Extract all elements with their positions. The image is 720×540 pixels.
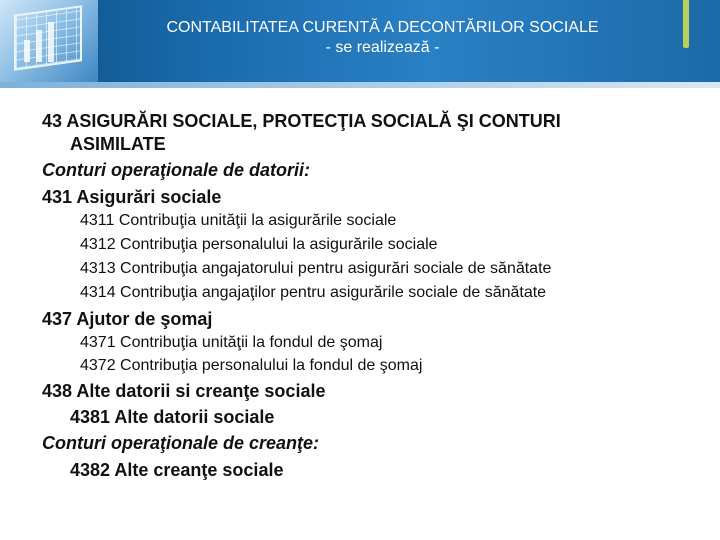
chart-bar-graphic: [36, 30, 42, 62]
account-4372: 4372 Contribuţia personalului la fondul de şomaj: [80, 357, 423, 374]
account-4381: 4381 Alte datorii sociale: [70, 407, 275, 427]
account-438: 438 Alte datorii si creanţe sociale: [42, 381, 326, 401]
accent-bar: [683, 0, 689, 48]
receivables-heading: Conturi operaţionale de creanţe:: [42, 433, 320, 453]
account-group-43: 43 ASIGURĂRI SOCIALE, PROTECŢIA SOCIALĂ ŞI CONTURI: [42, 111, 561, 131]
chart-bar-graphic: [24, 40, 30, 62]
account-4312: 4312 Contribuţia personalului la asigurările sociale: [80, 236, 438, 253]
slide-title: CONTABILITATEA CURENTĂ A DECONTĂRILOR SOCIALE: [166, 19, 599, 36]
account-group-43-continuation: ASIMILATE: [70, 134, 166, 154]
account-4382: 4382 Alte creanţe sociale: [70, 460, 284, 480]
chart-bar-graphic: [48, 22, 54, 62]
account-437: 437 Ajutor de şomaj: [42, 309, 213, 329]
slide-subtitle: - se realizează -: [325, 39, 440, 56]
liabilities-heading: Conturi operaţionale de datorii:: [42, 160, 311, 180]
header-divider: [0, 82, 720, 88]
account-4313: 4313 Contribuţia angajatorului pentru asigurări sociale de sănătate: [80, 260, 552, 277]
account-4311: 4311 Contribuţia unităţii la asigurările sociale: [80, 212, 397, 229]
account-4314: 4314 Contribuţia angajaţilor pentru asigurările sociale de sănătate: [80, 284, 547, 301]
spreadsheet-chart-thumbnail: [0, 0, 98, 82]
slide-header: [0, 0, 720, 82]
account-431: 431 Asigurări sociale: [42, 187, 222, 207]
account-4371: 4371 Contribuţia unităţii la fondul de şomaj: [80, 334, 383, 351]
slide-title-block: [110, 18, 655, 58]
